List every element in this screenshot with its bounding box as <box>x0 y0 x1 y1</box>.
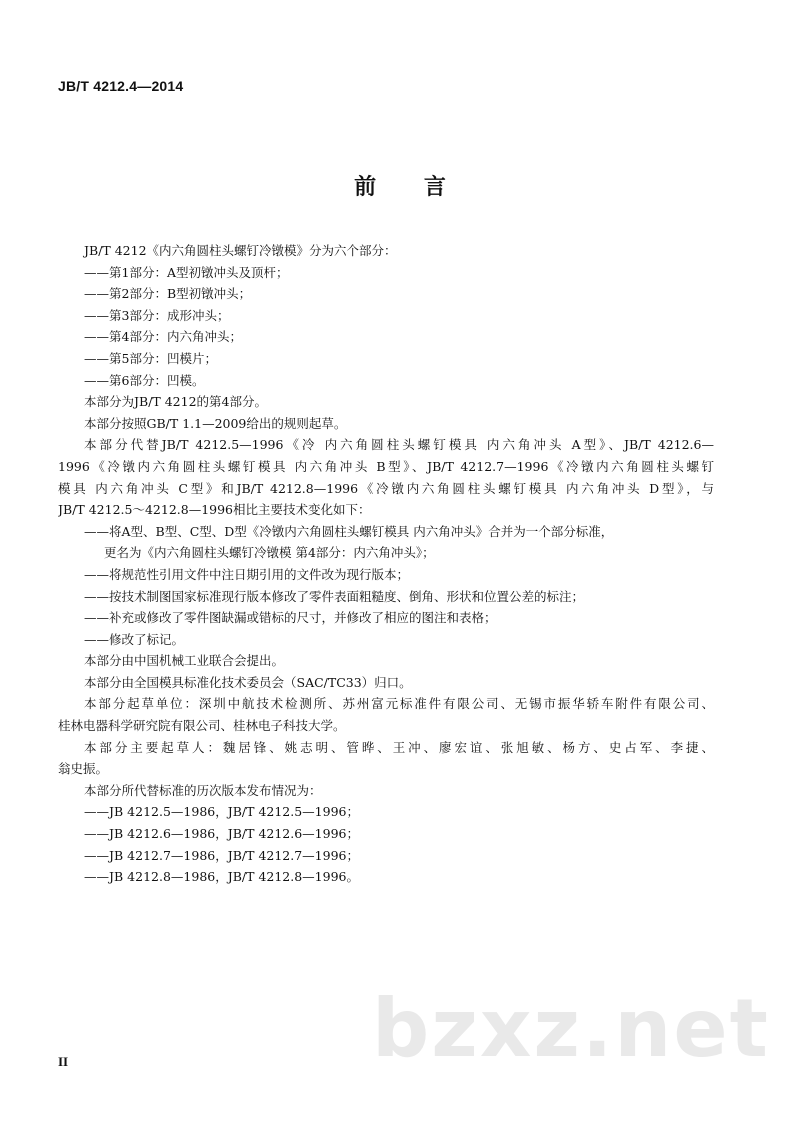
list-item: ——第2部分：B型初镦冲头； <box>84 286 252 302</box>
list-item-continuation: 更名为《内六角圆柱头螺钉冷镦模 第4部分：内六角冲头》； <box>104 545 435 561</box>
list-item: ——第6部分：凹模。 <box>84 372 205 388</box>
paragraph-line: 本部分为JB/T 4212的第4部分。 <box>84 394 267 410</box>
paragraph-line: 本部分由全国模具标准化技术委员会（SAC/TC33）归口。 <box>84 674 412 690</box>
list-item: ——第1部分：A型初镦冲头及顶杆； <box>84 264 289 280</box>
paragraph-line: 1996《冷镦内六角圆柱头螺钉模具 内六角冲头 B型》、JB/T 4212.7—1996《冷镦内六角圆柱头螺钉 <box>58 458 714 474</box>
list-item: ——JB 4212.7—1986，JB/T 4212.7—1996； <box>84 847 359 863</box>
list-item: ——JB 4212.8—1986，JB/T 4212.8—1996。 <box>84 869 359 885</box>
list-item: ——JB 4212.6—1986，JB/T 4212.6—1996； <box>84 826 359 842</box>
standard-number: JB/T 4212.4—2014 <box>58 78 184 94</box>
list-item: ——补充或修改了零件图缺漏或错标的尺寸，并修改了相应的图注和表格； <box>84 610 497 626</box>
list-item: ——第3部分：成形冲头； <box>84 307 230 323</box>
paragraph-line: 本部分起草单位：深圳中航技术检测所、苏州富元标准件有限公司、无锡市振华轿车附件有限公司、 <box>84 696 714 712</box>
list-item: ——将规范性引用文件中注日期引用的文件改为现行版本； <box>84 566 410 582</box>
list-item: ——按技术制图国家标准现行版本修改了零件表面粗糙度、倒角、形状和位置公差的标注； <box>84 588 585 604</box>
paragraph-line: 模具 内六角冲头 C型》和JB/T 4212.8—1996《冷镦内六角圆柱头螺钉模具 内六角冲头 D型》，与 <box>58 480 714 496</box>
page-number: II <box>58 1054 69 1069</box>
paragraph-line: 本部分主要起草人：魏居锋、姚志明、管晔、王冲、廖宏谊、张旭敏、杨方、史占军、李捷、 <box>84 739 714 755</box>
list-item: ——第4部分：内六角冲头； <box>84 329 242 345</box>
paragraph-line: 本部分由中国机械工业联合会提出。 <box>84 653 285 669</box>
paragraph-line: JB/T 4212.5～4212.8—1996相比主要技术变化如下： <box>58 502 371 518</box>
list-item: ——修改了标记。 <box>84 631 185 647</box>
list-item: ——将A型、B型、C型、D型《冷镦内六角圆柱头螺钉模具 内六角冲头》合并为一个部分标准， <box>84 523 614 539</box>
paragraph-line: 本部分所代替标准的历次版本发布情况为： <box>84 782 322 798</box>
list-item: ——第5部分：凹模片； <box>84 350 217 366</box>
paragraph-line: 本部分按照GB/T 1.1—2009给出的规则起草。 <box>84 415 347 431</box>
paragraph-line: 本部分代替JB/T 4212.5—1996《冷 内六角圆柱头螺钉模具 内六角冲头 A型》、JB/T 4212.6— <box>84 437 714 453</box>
paragraph-line: JB/T 4212《内六角圆柱头螺钉冷镦模》分为六个部分： <box>84 243 397 258</box>
document-body <box>58 240 714 888</box>
watermark: bzxz.net <box>372 982 770 1075</box>
paragraph-line: 桂林电器科学研究院有限公司、桂林电子科技大学。 <box>58 718 346 734</box>
page-title: 前 言 <box>354 175 466 200</box>
list-item: ——JB 4212.5—1986，JB/T 4212.5—1996； <box>84 804 359 820</box>
paragraph-line: 翁史振。 <box>58 761 109 777</box>
